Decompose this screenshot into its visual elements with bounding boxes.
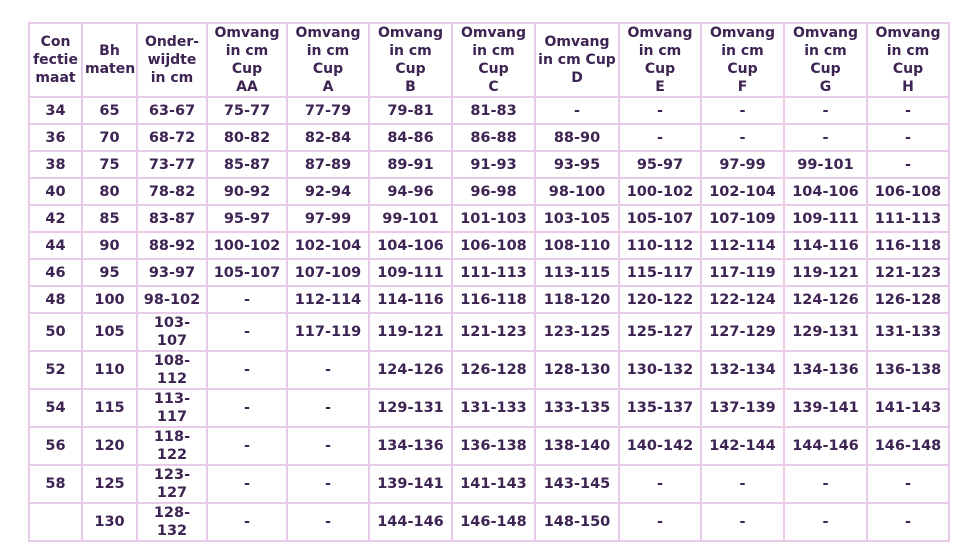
cell-cup-f: 122-124 (701, 286, 784, 313)
cell-cup-c: 126-128 (452, 351, 535, 389)
cell-confectiemaat: 56 (29, 427, 82, 465)
header-cup-a: Omvang in cm Cup A (287, 23, 369, 97)
cell-cup-h: 146-148 (867, 427, 949, 465)
cell-cup-d: 108-110 (535, 232, 619, 259)
cell-cup-f: 142-144 (701, 427, 784, 465)
cell-cup-a: 112-114 (287, 286, 369, 313)
cell-onderwijdte: 103-107 (137, 313, 207, 351)
header-bh-maten: Bh maten (82, 23, 137, 97)
cell-cup-a: 97-99 (287, 205, 369, 232)
cell-cup-b: 84-86 (369, 124, 452, 151)
cell-cup-e: 120-122 (619, 286, 701, 313)
cell-cup-b: 124-126 (369, 351, 452, 389)
cell-cup-b: 144-146 (369, 503, 452, 541)
cell-cup-f: - (701, 503, 784, 541)
cell-cup-h: - (867, 151, 949, 178)
cell-cup-aa: 95-97 (207, 205, 287, 232)
cell-bh-maat: 70 (82, 124, 137, 151)
cell-cup-aa: 80-82 (207, 124, 287, 151)
cell-cup-f: 127-129 (701, 313, 784, 351)
cell-cup-c: 111-113 (452, 259, 535, 286)
cell-cup-c: 91-93 (452, 151, 535, 178)
cell-bh-maat: 120 (82, 427, 137, 465)
cell-cup-e: 115-117 (619, 259, 701, 286)
cell-confectiemaat: 44 (29, 232, 82, 259)
table-header (29, 23, 949, 97)
cell-cup-f: 132-134 (701, 351, 784, 389)
header-cup-g: Omvang in cm Cup G (784, 23, 867, 97)
cell-cup-e: 110-112 (619, 232, 701, 259)
cell-cup-aa: 85-87 (207, 151, 287, 178)
cell-cup-d: 103-105 (535, 205, 619, 232)
cell-cup-c: 86-88 (452, 124, 535, 151)
cell-onderwijdte: 73-77 (137, 151, 207, 178)
header-cup-h: Omvang in cm Cup H (867, 23, 949, 97)
cell-cup-e: 125-127 (619, 313, 701, 351)
cell-cup-a: 87-89 (287, 151, 369, 178)
cell-cup-g: 134-136 (784, 351, 867, 389)
header-cup-aa: Omvang in cm Cup AA (207, 23, 287, 97)
cell-cup-aa: - (207, 427, 287, 465)
cell-cup-g: - (784, 97, 867, 124)
table-row (29, 205, 949, 232)
header-row (29, 23, 949, 97)
cell-cup-c: 141-143 (452, 465, 535, 503)
cell-cup-c: 136-138 (452, 427, 535, 465)
cell-cup-h: - (867, 124, 949, 151)
cell-confectiemaat: 34 (29, 97, 82, 124)
cell-confectiemaat: 48 (29, 286, 82, 313)
cell-cup-aa: 105-107 (207, 259, 287, 286)
cell-cup-d: 113-115 (535, 259, 619, 286)
cell-cup-a: - (287, 427, 369, 465)
cell-confectiemaat: 46 (29, 259, 82, 286)
cell-cup-b: 104-106 (369, 232, 452, 259)
cell-confectiemaat: 36 (29, 124, 82, 151)
cell-onderwijdte: 83-87 (137, 205, 207, 232)
cell-bh-maat: 115 (82, 389, 137, 427)
cell-bh-maat: 85 (82, 205, 137, 232)
table-row (29, 313, 949, 351)
cell-confectiemaat: 58 (29, 465, 82, 503)
cell-cup-g: 124-126 (784, 286, 867, 313)
header-onderwijdte: Onder- wijdte in cm (137, 23, 207, 97)
cell-cup-g: 139-141 (784, 389, 867, 427)
cell-cup-d: - (535, 97, 619, 124)
cell-cup-b: 139-141 (369, 465, 452, 503)
header-confectiemaat: Con fectie maat (29, 23, 82, 97)
cell-cup-c: 146-148 (452, 503, 535, 541)
cell-cup-a: - (287, 351, 369, 389)
cell-cup-g: 144-146 (784, 427, 867, 465)
cell-cup-a: 102-104 (287, 232, 369, 259)
cell-cup-b: 119-121 (369, 313, 452, 351)
cell-cup-h: 131-133 (867, 313, 949, 351)
cell-cup-h: 111-113 (867, 205, 949, 232)
cell-cup-a: 117-119 (287, 313, 369, 351)
cell-cup-aa: - (207, 286, 287, 313)
table-row (29, 503, 949, 541)
cell-cup-e: - (619, 503, 701, 541)
cell-cup-g: 114-116 (784, 232, 867, 259)
cell-confectiemaat: 52 (29, 351, 82, 389)
cell-cup-e: - (619, 465, 701, 503)
cell-cup-a: 82-84 (287, 124, 369, 151)
cell-cup-h: 126-128 (867, 286, 949, 313)
cell-bh-maat: 80 (82, 178, 137, 205)
cell-bh-maat: 125 (82, 465, 137, 503)
cell-onderwijdte: 113-117 (137, 389, 207, 427)
cell-cup-a: 92-94 (287, 178, 369, 205)
cell-cup-d: 133-135 (535, 389, 619, 427)
header-cup-c: Omvang in cm Cup C (452, 23, 535, 97)
cell-cup-b: 109-111 (369, 259, 452, 286)
cell-cup-g: 109-111 (784, 205, 867, 232)
cell-onderwijdte: 98-102 (137, 286, 207, 313)
cell-onderwijdte: 108-112 (137, 351, 207, 389)
cell-cup-g: 119-121 (784, 259, 867, 286)
cell-onderwijdte: 93-97 (137, 259, 207, 286)
table-row (29, 232, 949, 259)
table-row (29, 427, 949, 465)
cell-cup-e: 95-97 (619, 151, 701, 178)
cell-cup-a: - (287, 503, 369, 541)
cell-cup-g: 99-101 (784, 151, 867, 178)
table-row (29, 286, 949, 313)
cell-cup-g: - (784, 124, 867, 151)
cell-cup-f: 112-114 (701, 232, 784, 259)
size-chart-table (28, 22, 950, 542)
cell-cup-g: 129-131 (784, 313, 867, 351)
cell-cup-b: 99-101 (369, 205, 452, 232)
cell-confectiemaat: 42 (29, 205, 82, 232)
cell-bh-maat: 130 (82, 503, 137, 541)
cell-cup-b: 89-91 (369, 151, 452, 178)
cell-cup-e: 100-102 (619, 178, 701, 205)
cell-onderwijdte: 88-92 (137, 232, 207, 259)
cell-cup-b: 79-81 (369, 97, 452, 124)
cell-cup-c: 106-108 (452, 232, 535, 259)
table-row (29, 97, 949, 124)
cell-cup-aa: 90-92 (207, 178, 287, 205)
cell-onderwijdte: 128-132 (137, 503, 207, 541)
cell-cup-f: 97-99 (701, 151, 784, 178)
cell-cup-g: - (784, 465, 867, 503)
cell-confectiemaat: 54 (29, 389, 82, 427)
cell-bh-maat: 65 (82, 97, 137, 124)
cell-cup-aa: - (207, 389, 287, 427)
cell-cup-a: - (287, 389, 369, 427)
cell-cup-aa: 75-77 (207, 97, 287, 124)
cell-cup-e: - (619, 124, 701, 151)
cell-cup-aa: - (207, 351, 287, 389)
cell-cup-b: 94-96 (369, 178, 452, 205)
cell-confectiemaat: 38 (29, 151, 82, 178)
cell-cup-d: 98-100 (535, 178, 619, 205)
header-cup-b: Omvang in cm Cup B (369, 23, 452, 97)
cell-cup-h: - (867, 503, 949, 541)
cell-onderwijdte: 78-82 (137, 178, 207, 205)
table-row (29, 465, 949, 503)
cell-cup-h: - (867, 97, 949, 124)
table-row (29, 389, 949, 427)
cell-cup-e: 130-132 (619, 351, 701, 389)
cell-cup-g: 104-106 (784, 178, 867, 205)
cell-cup-h: 136-138 (867, 351, 949, 389)
cell-confectiemaat: 50 (29, 313, 82, 351)
cell-cup-aa: - (207, 313, 287, 351)
cell-cup-c: 131-133 (452, 389, 535, 427)
cell-cup-aa: - (207, 465, 287, 503)
cell-bh-maat: 95 (82, 259, 137, 286)
header-cup-f: Omvang in cm Cup F (701, 23, 784, 97)
cell-confectiemaat: 40 (29, 178, 82, 205)
cell-cup-c: 121-123 (452, 313, 535, 351)
table-row (29, 178, 949, 205)
table-row (29, 124, 949, 151)
cell-cup-d: 88-90 (535, 124, 619, 151)
cell-cup-c: 96-98 (452, 178, 535, 205)
cell-cup-c: 81-83 (452, 97, 535, 124)
table-row (29, 259, 949, 286)
cell-cup-c: 116-118 (452, 286, 535, 313)
cell-onderwijdte: 118-122 (137, 427, 207, 465)
cell-cup-d: 123-125 (535, 313, 619, 351)
cell-cup-e: 105-107 (619, 205, 701, 232)
cell-cup-aa: - (207, 503, 287, 541)
cell-bh-maat: 90 (82, 232, 137, 259)
cell-cup-a: 107-109 (287, 259, 369, 286)
cell-onderwijdte: 63-67 (137, 97, 207, 124)
cell-cup-c: 101-103 (452, 205, 535, 232)
header-cup-e: Omvang in cm Cup E (619, 23, 701, 97)
cell-cup-f: - (701, 97, 784, 124)
cell-cup-h: 116-118 (867, 232, 949, 259)
cell-cup-b: 114-116 (369, 286, 452, 313)
cell-cup-d: 143-145 (535, 465, 619, 503)
cell-cup-d: 118-120 (535, 286, 619, 313)
cell-cup-f: 102-104 (701, 178, 784, 205)
cell-cup-h: 121-123 (867, 259, 949, 286)
header-cup-d: Omvang in cm Cup D (535, 23, 619, 97)
cell-cup-d: 93-95 (535, 151, 619, 178)
cell-cup-e: 135-137 (619, 389, 701, 427)
cell-cup-b: 129-131 (369, 389, 452, 427)
cell-cup-g: - (784, 503, 867, 541)
cell-onderwijdte: 68-72 (137, 124, 207, 151)
cell-cup-a: - (287, 465, 369, 503)
cell-cup-f: 137-139 (701, 389, 784, 427)
cell-cup-d: 128-130 (535, 351, 619, 389)
table-row (29, 151, 949, 178)
cell-cup-h: 141-143 (867, 389, 949, 427)
cell-cup-d: 148-150 (535, 503, 619, 541)
table-row (29, 351, 949, 389)
cell-bh-maat: 100 (82, 286, 137, 313)
table-body (29, 97, 949, 541)
cell-cup-f: - (701, 124, 784, 151)
cell-cup-h: - (867, 465, 949, 503)
cell-cup-e: - (619, 97, 701, 124)
cell-cup-d: 138-140 (535, 427, 619, 465)
cell-cup-h: 106-108 (867, 178, 949, 205)
cell-bh-maat: 105 (82, 313, 137, 351)
cell-confectiemaat (29, 503, 82, 541)
cell-cup-aa: 100-102 (207, 232, 287, 259)
cell-onderwijdte: 123-127 (137, 465, 207, 503)
cell-cup-b: 134-136 (369, 427, 452, 465)
cell-cup-a: 77-79 (287, 97, 369, 124)
cell-bh-maat: 75 (82, 151, 137, 178)
cell-cup-e: 140-142 (619, 427, 701, 465)
cell-cup-f: 107-109 (701, 205, 784, 232)
cell-bh-maat: 110 (82, 351, 137, 389)
cell-cup-f: 117-119 (701, 259, 784, 286)
cell-cup-f: - (701, 465, 784, 503)
